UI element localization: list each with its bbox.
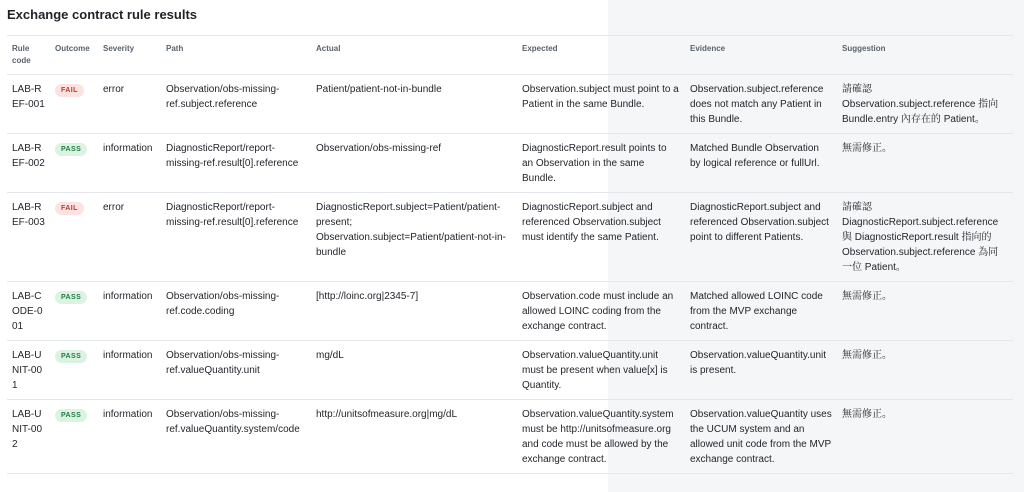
cell-suggestion: 無需修正。 [837,134,1013,193]
table-row [7,75,1013,134]
header-actual: Actual [311,36,517,75]
cell-expected: Observation.valueQuantity.unit must be present when value[x] is Quantity. [517,341,685,400]
outcome-badge-pass: PASS [55,143,87,156]
cell-path: Observation/obs-missing-ref.valueQuantity.system/code [161,400,311,474]
table-body [7,75,1013,474]
cell-suggestion: 請確認 Observation.subject.reference 指向 Bundle.entry 內存在的 Patient。 [837,75,1013,134]
header-severity: Severity [98,36,161,75]
cell-suggestion: 無需修正。 [837,341,1013,400]
table-row [7,134,1013,193]
cell-severity: information [98,400,161,474]
cell-outcome [50,75,98,134]
cell-path: Observation/obs-missing-ref.valueQuantity.unit [161,341,311,400]
cell-severity: information [98,134,161,193]
cell-path: Observation/obs-missing-ref.subject.reference [161,75,311,134]
cell-severity: information [98,341,161,400]
cell-outcome [50,400,98,474]
cell-actual: http://unitsofmeasure.org|mg/dL [311,400,517,474]
header-evidence: Evidence [685,36,837,75]
table-header-row [7,36,1013,75]
header-suggestion: Suggestion [837,36,1013,75]
cell-outcome [50,134,98,193]
cell-rule-code: LAB-REF-002 [7,134,50,193]
cell-severity: information [98,282,161,341]
cell-expected: Observation.valueQuantity.system must be http://unitsofmeasure.org and code must be allowed by the exchange contract. [517,400,685,474]
cell-actual: mg/dL [311,341,517,400]
cell-suggestion: 請確認 DiagnosticReport.subject.reference 與 DiagnosticReport.result 指向的 Observation.subject.reference 為同一位 Patient。 [837,193,1013,282]
outcome-badge-pass: PASS [55,409,87,422]
cell-path: DiagnosticReport/report-missing-ref.result[0].reference [161,193,311,282]
outcome-badge-pass: PASS [55,291,87,304]
cell-evidence: Observation.valueQuantity uses the UCUM system and an allowed unit code from the MVP exchange contract. [685,400,837,474]
cell-evidence: Matched allowed LOINC code from the MVP exchange contract. [685,282,837,341]
cell-expected: DiagnosticReport.subject and referenced Observation.subject must identify the same Patient. [517,193,685,282]
table-row [7,341,1013,400]
cell-severity: error [98,75,161,134]
cell-rule-code: LAB-CODE-001 [7,282,50,341]
cell-outcome [50,341,98,400]
cell-expected: Observation.code must include an allowed LOINC coding from the exchange contract. [517,282,685,341]
outcome-badge-pass: PASS [55,350,87,363]
header-path: Path [161,36,311,75]
header-outcome: Outcome [50,36,98,75]
page-title: Exchange contract rule results [7,7,198,22]
cell-expected: DiagnosticReport.result points to an Observation in the same Bundle. [517,134,685,193]
cell-rule-code: LAB-UNIT-001 [7,341,50,400]
cell-path: DiagnosticReport/report-missing-ref.result[0].reference [161,134,311,193]
cell-suggestion: 無需修正。 [837,282,1013,341]
cell-actual: DiagnosticReport.subject=Patient/patient-present; Observation.subject=Patient/patient-not-in-bundle [311,193,517,282]
cell-expected: Observation.subject must point to a Patient in the same Bundle. [517,75,685,134]
cell-evidence: DiagnosticReport.subject and referenced Observation.subject point to different Patients. [685,193,837,282]
cell-evidence: Observation.subject.reference does not match any Patient in this Bundle. [685,75,837,134]
cell-severity: error [98,193,161,282]
table-row [7,282,1013,341]
outcome-badge-fail: FAIL [55,202,84,215]
cell-evidence: Matched Bundle Observation by logical reference or fullUrl. [685,134,837,193]
cell-actual: Patient/patient-not-in-bundle [311,75,517,134]
cell-rule-code: LAB-REF-001 [7,75,50,134]
cell-path: Observation/obs-missing-ref.code.coding [161,282,311,341]
cell-evidence: Observation.valueQuantity.unit is present. [685,341,837,400]
table-row [7,400,1013,474]
table-row [7,193,1013,282]
cell-rule-code: LAB-UNIT-002 [7,400,50,474]
cell-outcome [50,193,98,282]
outcome-badge-fail: FAIL [55,84,84,97]
cell-suggestion: 無需修正。 [837,400,1013,474]
cell-actual: Observation/obs-missing-ref [311,134,517,193]
header-rule-code: Rule code [7,36,50,75]
cell-actual: [http://loinc.org|2345-7] [311,282,517,341]
header-expected: Expected [517,36,685,75]
rule-results-table [7,35,1013,474]
cell-outcome [50,282,98,341]
cell-rule-code: LAB-REF-003 [7,193,50,282]
